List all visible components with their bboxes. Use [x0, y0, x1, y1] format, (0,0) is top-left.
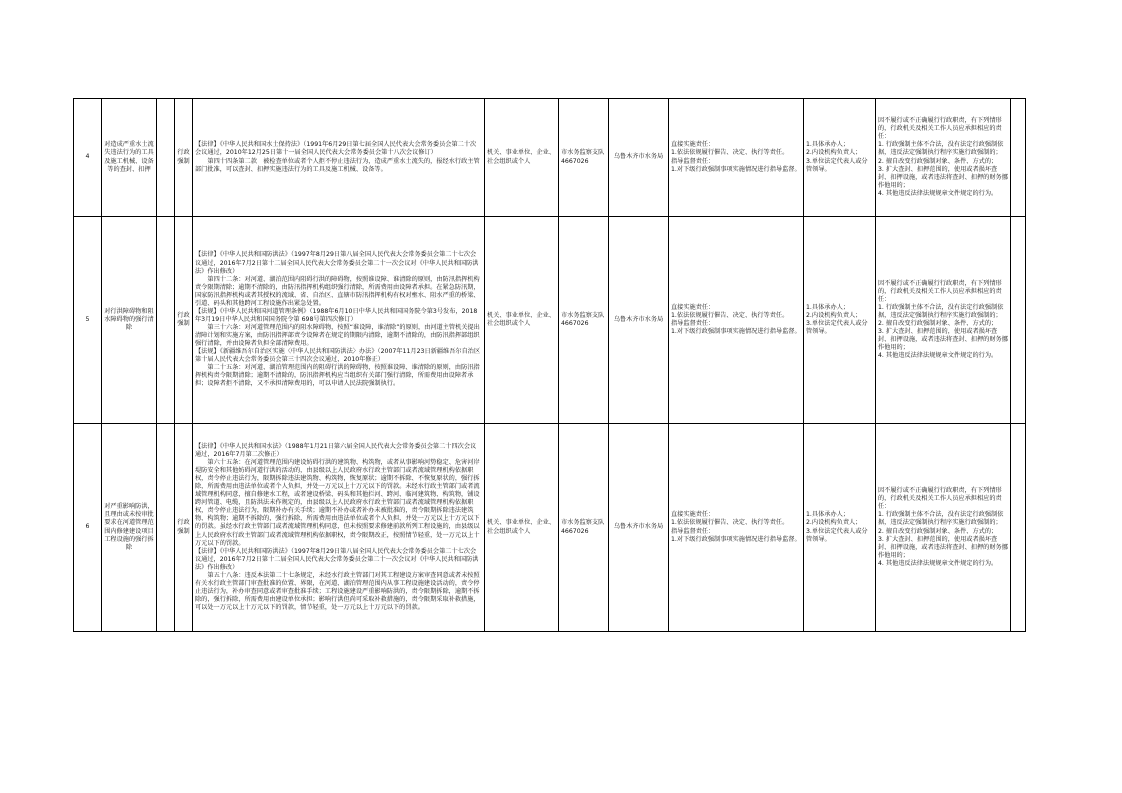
duty-item: 指导监督责任： [671, 157, 715, 165]
blank-cell [1011, 217, 1026, 424]
table-row [74, 99, 1026, 217]
duty-item: 直接实施责任： [671, 141, 715, 149]
legal-basis-paragraph: 第四十四条第二款 被检查单位或者个人拒不停止违法行为，造成严重水土流失的，报经水行政主管部门批准，可以查封、扣押实施违法行为的工具及施工机械、设备等。 [195, 157, 480, 173]
item-name: 对严重影响防洪，且理由或未按审批要求在河道管理范围内修建建设项目工程设施的强行拆除 [102, 424, 157, 632]
legal-basis [193, 99, 485, 217]
row-number: 6 [74, 424, 102, 632]
power-list-table [73, 98, 1026, 632]
duty-item: 1.依法依规履行催告、决定、执行等责任。 [671, 519, 789, 527]
duty-list [669, 424, 804, 632]
legal-basis-paragraph: 【法律】《中华人民共和国防洪法》（1997年8月29日第八届全国人民代表大会常务委员会第二十七次会议通过，2016年7月2日第十二届全国人民代表大会常务委员会第二十一次会议对《中华人民共和国防洪法》作出修改） [195, 547, 479, 571]
table-row [74, 424, 1026, 632]
responsible-department: 市水务监察支队4667026 [559, 424, 609, 632]
legal-basis [193, 217, 485, 424]
blank-cell [157, 99, 175, 217]
duty-item: 直接实施责任： [671, 511, 715, 519]
subject-item: 2.内设机构负责人； [806, 519, 862, 527]
implementing-object: 机关、事业单位、企业、社会组织或个人 [485, 217, 559, 424]
liability-item: 2. 擅自改变行政强制对象、条件、方式的； [878, 320, 998, 327]
responsible-bureau: 乌鲁木齐市水务局 [609, 217, 669, 424]
liability-item: 2. 擅自改变行政强制对象、条件、方式的； [878, 527, 998, 535]
liability-list [876, 424, 1011, 632]
liability-item: 因不履行或不正确履行行政职责，有下列情形的，行政机关及相关工作人员应承担相应的责任： [878, 487, 1002, 511]
legal-basis [193, 424, 485, 632]
legal-basis-paragraph: 【法规】《新疆维吾尔自治区实施〈中华人民共和国防洪法〉办法》（2007年11月23日新疆维吾尔自治区第十届人民代表大会常务委员会第三十四次会议通过，2010年修正） [195, 348, 481, 364]
blank-cell [1011, 99, 1026, 217]
power-type: 行政强制 [175, 217, 193, 424]
item-name: 对造成严重水土流失违法行为的工具及施工机械、设备等的查封、扣押 [102, 99, 157, 217]
power-type: 行政强制 [175, 424, 193, 632]
duty-item: 1.对下级行政强制事项实施情况进行指导监督。 [671, 328, 801, 336]
legal-basis-paragraph: 【法律】《中华人民共和国水土保持法》（1991年6月29日第七届全国人民代表大会常务委员会第二十次会议通过，2010年12月25日第十一届全国人民代表大会常务委员会第十八次会议修订） [195, 141, 477, 157]
liability-item: 1. 行政强制主体不合法，没有法定行政强制依据，违反法定强制执行程序实施行政强制的； [878, 303, 1004, 319]
legal-basis-paragraph: 【法律】《中华人民共和国水法》（1988年1月21日第六届全国人民代表大会常务委员会第二十四次会议通过，2016年7月第二次修正） [195, 442, 477, 458]
implementing-object: 机关、事业单位、企业、社会组织或个人 [485, 424, 559, 632]
legal-basis-paragraph: 第二十五条：对河道、湖泊管理范围内的阻碍行洪的障碍物，按照谁设障、谁清除的原则，由防汛指挥机构责令限期清除；逾期不清除的，防汛指挥机构应当组织有关部门强行清除，所需费用由设障者承担；设障者拒不清除，又不承担清障费用的，可以申请人民法院强制执行。 [195, 364, 480, 388]
duty-item: 直接实施责任： [671, 303, 715, 311]
table-row [74, 217, 1026, 424]
duty-item: 指导监督责任： [671, 527, 715, 535]
responsible-subject [804, 99, 876, 217]
subject-item: 2.内设机构负责人； [806, 311, 862, 319]
item-name: 对行洪障碍物和阻水障碍物的强行清除 [102, 217, 157, 424]
liability-item: 2. 擅自改变行政强制对象、条件、方式的； [878, 157, 998, 165]
liability-item: 因不履行或不正确履行行政职责，有下列情形的，行政机关及相关工作人员应承担相应的责任： [878, 117, 1002, 141]
subject-item: 1.具体承办人； [806, 511, 850, 519]
subject-item: 2.内设机构负责人； [806, 149, 862, 157]
liability-item: 3. 扩大查封、扣押范围的，使用或者损坏查封、扣押设施，或者违法将查封、扣押的财务挪作他用的； [878, 328, 1008, 352]
responsible-subject [804, 217, 876, 424]
implementing-object: 机关、事业单位、企业、社会组织或个人 [485, 99, 559, 217]
duty-list [669, 99, 804, 217]
subject-item: 3.单位法定代表人或分管领导。 [806, 527, 868, 543]
power-type: 行政强制 [175, 99, 193, 217]
liability-item: 4. 其他违反法律法规规章文件规定的行为。 [878, 189, 998, 197]
legal-basis-paragraph: 第五十八条：违反本法第二十七条规定，未经水行政主管部门对其工程建设方案审查同意或者未按照有关水行政主管部门审查批准的位置、界限，在河道、湖泊管理范围内从事工程设施建设活动的，责令停止违法行为，补办审查同意或者审查批准手续；工程设施建设严重影响防洪的，责令限期拆除，逾期不拆除的，强行拆除，所需费用由建设单位承担；影响行洪但尚可采取补救措施的，责令限期采取补救措施，可以处一万元以上十万元以下的罚款，情节轻重，处一万元以上十万元以下的罚款。 [195, 571, 480, 612]
legal-basis-paragraph: 【法规】《中华人民共和国河道管理条例》（1988年6月10日中华人民共和国国务院令第3号发布，2018年3月19日中华人民共和国国务院令第 698号第四次修订） [195, 307, 478, 323]
subject-item: 1.具体承办人； [806, 303, 850, 311]
liability-list [876, 99, 1011, 217]
liability-item: 1. 行政强制主体不合法，没有法定行政强制依据，违反法定强制执行程序实施行政强制的； [878, 511, 1004, 527]
subject-item: 1.具体承办人； [806, 141, 850, 149]
legal-basis-paragraph: 【法律】《中华人民共和国防洪法》（1997年8月29日第八届全国人民代表大会常务委员会第二十七次会议通过，2016年7月2日第十二届全国人民代表大会常务委员会第二十一次会议对《中华人民共和国防洪法》作出修改） [195, 251, 479, 275]
duty-list [669, 217, 804, 424]
liability-item: 因不履行或不正确履行行政职责，有下列情形的，行政机关及相关工作人员应承担相应的责任： [878, 279, 1002, 303]
responsible-subject [804, 424, 876, 632]
liability-item: 4. 其他违反法律法规规章文件规定的行为。 [878, 559, 998, 567]
responsible-department: 市水务监察支队4667026 [559, 99, 609, 217]
row-number: 5 [74, 217, 102, 424]
blank-cell [1011, 424, 1026, 632]
blank-cell [157, 424, 175, 632]
blank-cell [157, 217, 175, 424]
legal-basis-paragraph: 第三十六条：对河道管理范围内的阻水障碍物，按照“谁设障，谁清除”的原则，由河道主管机关提出清障计划和实施方案，由防汛指挥部责令设障者在规定的期限内清除，逾期不清除的，由防汛指挥部组织强行清除，并由设障者负担全部清障费用。 [195, 324, 480, 348]
duty-item: 1.对下级行政强制事项实施情况进行指导监督。 [671, 535, 801, 543]
liability-item: 4. 其他违反法律法规规章文件规定的行为。 [878, 352, 998, 360]
responsible-bureau: 乌鲁木齐市水务局 [609, 424, 669, 632]
duty-item: 1.依法依规履行催告、决定、执行等责任。 [671, 311, 789, 319]
duty-item: 指导监督责任： [671, 320, 715, 327]
duty-item: 1.依法依规履行催告、决定、执行等责任。 [671, 149, 789, 157]
liability-item: 1. 行政强制主体不合法，没有法定行政强制依据，违反法定强制执行程序实施行政强制的； [878, 141, 1004, 157]
liability-item: 3. 扩大查封、扣押范围的，使用或者损坏查封、扣押设施，或者违法将查封、扣押的财务挪作他用的； [878, 165, 1008, 189]
liability-list [876, 217, 1011, 424]
subject-item: 3.单位法定代表人或分管领导。 [806, 320, 868, 336]
row-number: 4 [74, 99, 102, 217]
liability-item: 3. 扩大查封、扣押范围的，使用或者损坏查封、扣押设施，或者违法将查封、扣押的财务挪作他用的； [878, 535, 1008, 559]
responsible-department: 市水务监察支队4667026 [559, 217, 609, 424]
responsible-bureau: 乌鲁木齐市水务局 [609, 99, 669, 217]
legal-basis-paragraph: 第四十二条：对河道、湖泊范围内阻碍行洪的障碍物，按照谁设障、谁清除的原则，由防汛指挥机构责令限期清除；逾期不清除的，由防汛指挥机构组织强行清除，所需费用由设障者承担。在紧急防汛期，国家防汛指挥机构或者其授权的流域、省、自治区、直辖市防汛指挥机构有权对壅水、阻水严重的桥梁、引道、码头和其他跨河工程设施作出紧急处置。 [195, 275, 480, 307]
legal-basis-paragraph: 第六十五条：在河道管理范围内建设妨碍行洪的建筑物、构筑物，或者从事影响河势稳定、危害河岸堤防安全和其他妨碍河道行洪的活动的，由县级以上人民政府水行政主管部门或者流域管理机构依据职权，责令停止违法行为，限期拆除违法建筑物、构筑物，恢复原状；逾期不拆除、不恢复原状的，强行拆除，所需费用由违法单位或者个人负担，并处一万元以上十万元以下的罚款。未经水行政主管部门或者流域管理机构同意，擅自修建水工程，或者建设桥梁、码头和其他拦河、跨河、临河建筑物、构筑物，铺设跨河管道、电缆，且防洪法未作规定的，由县级以上人民政府水行政主管部门或者流域管理机构依据职权，责令停止违法行为，限期补办有关手续；逾期不补办或者补办未被批准的，责令限期拆除违法建筑物、构筑物；逾期不拆除的，强行拆除，所需费用由违法单位或者个人负担，并处一万元以上十万元以下的罚款。虽经水行政主管部门或者流域管理机构同意，但未按照要求修建前款所列工程设施的，由县级以上人民政府水行政主管部门或者流域管理机构依据职权，责令限期改正，按照情节轻重，处一万元以上十万元以下的罚款。 [195, 458, 480, 547]
subject-item: 3.单位法定代表人或分管领导。 [806, 157, 868, 173]
duty-item: 1.对下级行政强制事项实施情况进行指导监督。 [671, 165, 801, 173]
